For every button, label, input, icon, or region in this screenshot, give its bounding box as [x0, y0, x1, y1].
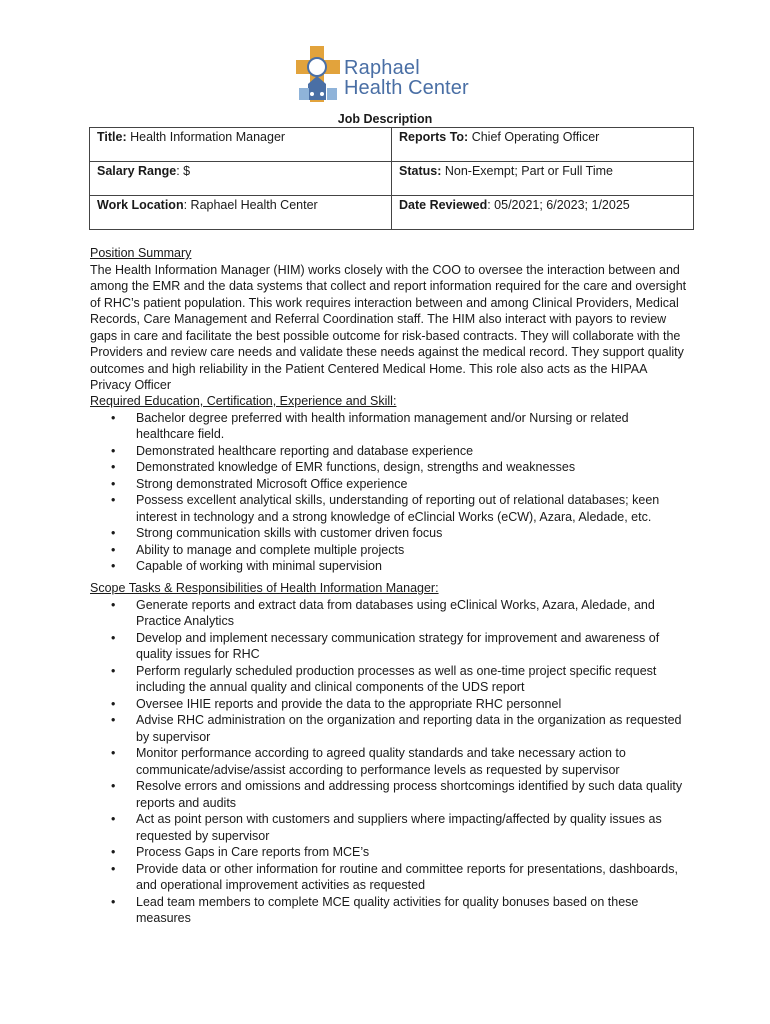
date-reviewed-value: : 05/2021; 6/2023; 1/2025 — [487, 198, 630, 212]
list-item — [111, 663, 690, 696]
list-item — [111, 778, 690, 811]
job-info-table — [89, 127, 694, 230]
reports-to-cell — [392, 128, 694, 162]
status-value: Non-Exempt; Part or Full Time — [444, 164, 613, 178]
list-item — [111, 696, 690, 713]
title-label: Title: — [97, 130, 127, 144]
bullet-icon: • — [111, 713, 116, 727]
bullet-icon: • — [111, 493, 116, 507]
list-item — [111, 492, 690, 525]
bullet-icon: • — [111, 845, 116, 859]
position-summary-title: Position Summary — [90, 246, 192, 260]
bullet-icon: • — [111, 696, 116, 711]
title-value: Health Information Manager — [130, 130, 286, 144]
bullet-icon: • — [111, 630, 116, 645]
list-item-text: Monitor performance according to agreed quality standards and take necessary action to communicate/advise/assist according to performance levels as requested by supervisor — [136, 746, 626, 777]
list-item — [111, 844, 690, 861]
reports-to-value: Chief Operating Officer — [471, 130, 600, 144]
bullet-icon: • — [111, 443, 116, 458]
list-item-text: Resolve errors and omissions and addressing process shortcomings identified by such data quality reports and audits — [136, 779, 683, 810]
list-item-text: Oversee IHIE reports and provide the data to the appropriate RHC personnel — [136, 696, 562, 711]
list-item-text: Possess excellent analytical skills, understanding of reporting out of relational databases; keen interest in technology and a strong knowledge of eClincial Works (eCW), Azara, Aledade, etc. — [136, 493, 660, 524]
location-label: Work Location — [97, 198, 184, 212]
list-item — [111, 410, 690, 443]
salary-cell — [90, 162, 392, 196]
bullet-icon: • — [111, 460, 116, 474]
document-heading: Job Description — [337, 112, 433, 126]
logo-line-2: Health Center — [344, 77, 469, 99]
bullet-icon: • — [111, 861, 116, 876]
list-item — [111, 542, 690, 559]
scope-section — [90, 580, 690, 927]
list-item — [111, 525, 690, 542]
list-item — [111, 459, 690, 476]
list-item-text: Strong demonstrated Microsoft Office experience — [136, 476, 408, 491]
reports-to-label: Reports To: — [399, 130, 469, 144]
position-summary-section — [90, 245, 690, 394]
status-cell — [392, 162, 694, 196]
bullet-icon: • — [111, 476, 116, 491]
scope-list — [90, 597, 690, 927]
list-item-text: Develop and implement necessary communication strategy for improvement and awareness of quality issues for RHC — [136, 630, 660, 661]
list-item — [111, 630, 690, 663]
requirements-list — [90, 410, 690, 575]
cross-logo-icon — [294, 44, 342, 106]
logo-line-1: Raphael — [344, 57, 420, 79]
bullet-icon: • — [111, 663, 116, 678]
location-value: : Raphael Health Center — [183, 198, 318, 212]
list-item-text: Capable of working with minimal supervision — [136, 559, 382, 573]
position-summary-text: The Health Information Manager (HIM) works closely with the COO to oversee the interaction between and among the EMR and the data systems that collect and report information required for the care and oversight of RHC’s patient population. This work requires interaction between and among Clinical Providers, Medical Records, Care Management and Referral Coordination staff. The HIM also interact with payors to review gaps in care and facilitate the best possible outcome for risk-based contracts. They will collaborate with the Providers and review care needs and validate these needs against the medical record. They support quality outcomes and high reliability in the Patient Centered Medical Home. This role also acts as the HIPAA Privacy Officer — [90, 262, 687, 392]
list-item — [111, 597, 690, 630]
list-item-text: Provide data or other information for routine and committee reports for presentations, dashboards, and operational improvement activities as requested — [136, 861, 678, 892]
list-item-text: Demonstrated knowledge of EMR functions, design, strengths and weaknesses — [136, 460, 576, 474]
bullet-icon: • — [111, 526, 116, 540]
list-item — [111, 476, 690, 493]
list-item-text: Perform regularly scheduled production processes as well as one-time project specific request including the annual quality and clinical components of the UDS report — [136, 663, 657, 694]
list-item — [111, 811, 690, 844]
date-reviewed-cell — [392, 196, 694, 230]
list-item-text: Ability to manage and complete multiple projects — [136, 542, 405, 557]
list-item-text: Demonstrated healthcare reporting and database experience — [136, 443, 474, 458]
bullet-icon: • — [111, 542, 116, 557]
logo — [294, 44, 474, 108]
scope-title: Scope Tasks & Responsibilities of Health Information Manager: — [90, 581, 439, 595]
location-cell — [90, 196, 392, 230]
date-reviewed-label: Date Reviewed — [399, 198, 488, 212]
list-item-text: Advise RHC administration on the organization and reporting data in the organization as requested by supervisor — [136, 713, 682, 744]
list-item-text: Generate reports and extract data from databases using eClinical Works, Azara, Aledade, and Practice Analytics — [136, 597, 655, 628]
list-item-text: Strong communication skills with customer driven focus — [136, 526, 443, 540]
bullet-icon: • — [111, 746, 116, 760]
bullet-icon: • — [111, 812, 116, 826]
bullet-icon: • — [111, 559, 116, 573]
list-item — [111, 894, 690, 927]
bullet-icon: • — [111, 410, 116, 425]
list-item-text: Lead team members to complete MCE quality activities for quality bonuses based on these measures — [136, 894, 639, 925]
requirements-section — [90, 393, 690, 575]
bullet-icon: • — [111, 894, 116, 909]
list-item — [111, 558, 690, 575]
list-item-text: Bachelor degree preferred with health information management and/or Nursing or related healthcare field. — [136, 410, 629, 441]
bullet-icon: • — [111, 779, 116, 793]
requirements-title: Required Education, Certification, Experience and Skill: — [90, 394, 397, 408]
salary-value: : $ — [176, 164, 191, 178]
bullet-icon: • — [111, 597, 116, 612]
list-item-text: Process Gaps in Care reports from MCE’s — [136, 845, 370, 859]
salary-label: Salary Range — [97, 164, 177, 178]
title-cell — [90, 128, 392, 162]
status-label: Status: — [399, 164, 442, 178]
list-item — [111, 712, 690, 745]
list-item — [111, 861, 690, 894]
list-item-text: Act as point person with customers and suppliers where impacting/affected by quality issues as requested by supervisor — [136, 812, 662, 843]
list-item — [111, 443, 690, 460]
list-item — [111, 745, 690, 778]
logo-wordmark — [344, 58, 469, 98]
